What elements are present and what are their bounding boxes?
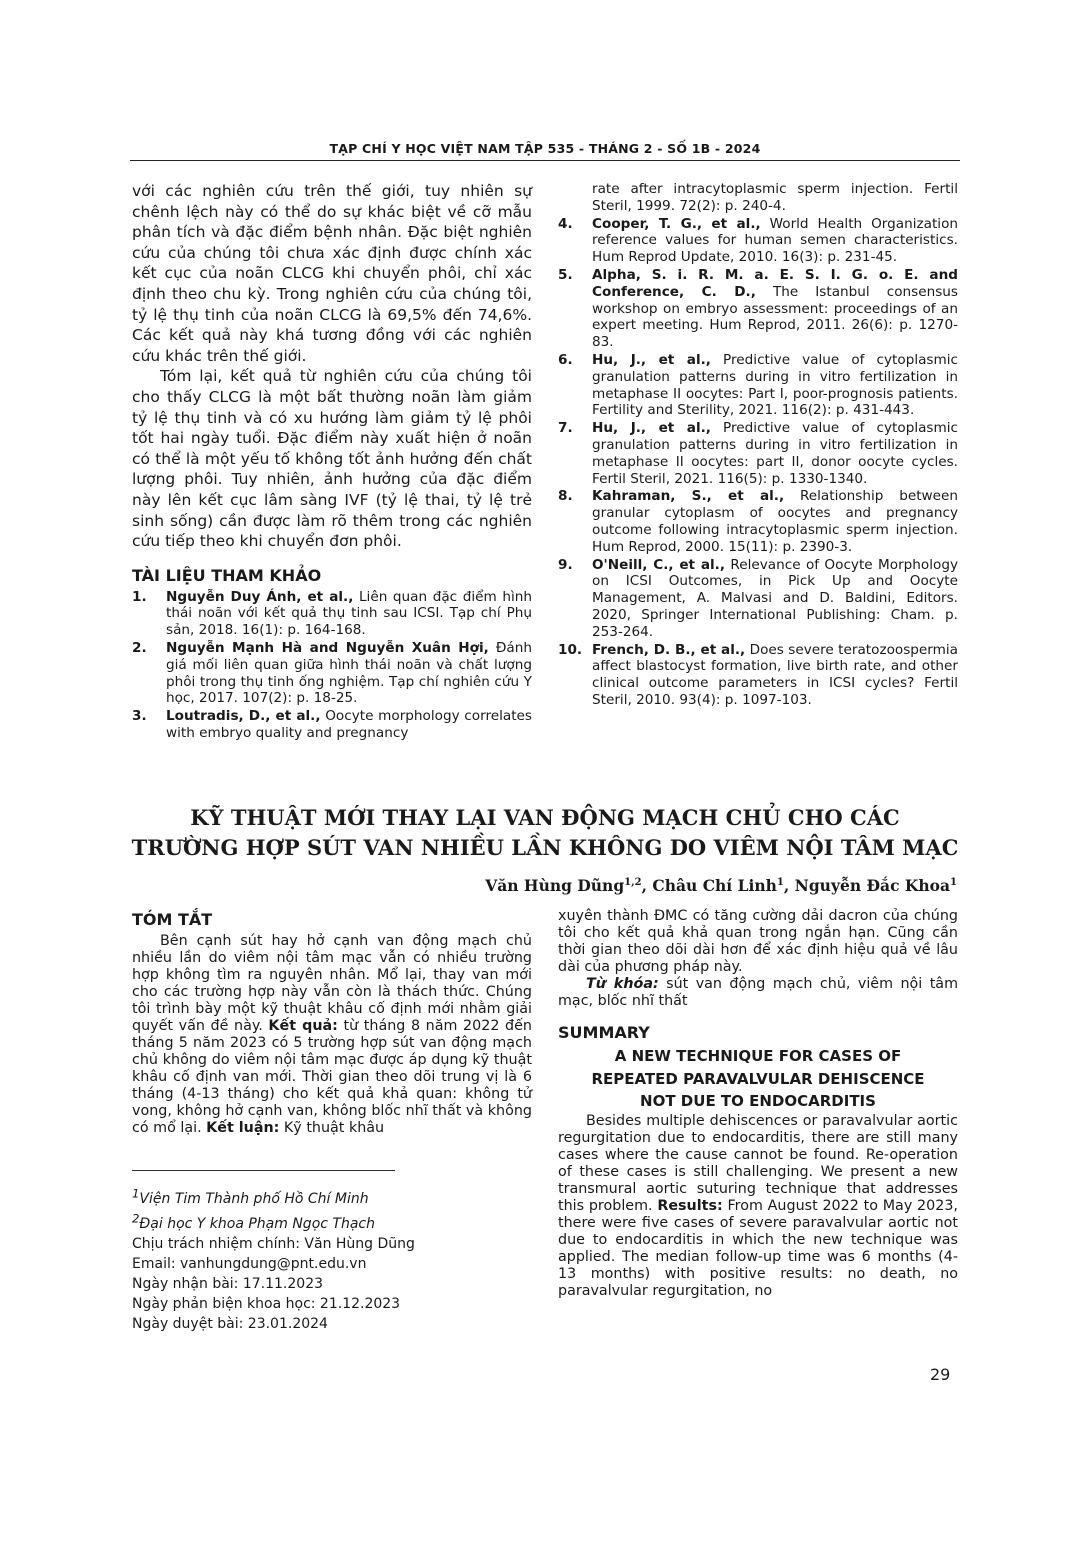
reference-authors: Nguyễn Mạnh Hà and Nguyễn Xuân Hợi, bbox=[166, 640, 489, 657]
reference-number: 7. bbox=[558, 420, 573, 437]
reference-authors: Hu, J., et al., bbox=[592, 420, 711, 437]
reference-text-part: Oocyte morphology correlates with embryo quality and pregnancy bbox=[166, 708, 532, 742]
footnote-rule bbox=[132, 1170, 395, 1171]
page-number: 29 bbox=[930, 1365, 951, 1384]
author-name: Châu Chí Linh bbox=[652, 876, 777, 895]
affiliation-1: $^1$Viện Tim Thành phố Hồ Chí Minh bbox=[132, 1186, 369, 1207]
reference-authors: Loutradis, D., et al., bbox=[166, 708, 321, 725]
reference-item bbox=[558, 420, 958, 487]
date-reviewed: Ngày phản biện khoa học: 21.12.2023 bbox=[132, 1296, 401, 1313]
results-label: Kết quả: bbox=[268, 1018, 338, 1034]
reference-item bbox=[132, 708, 532, 742]
article-title bbox=[100, 803, 990, 863]
summary-intro: Besides multiple dehiscences or paravalvular aortic regurgitation due to endocarditis, there are still many cases where the cause cannot be found. Re-operation of these cases is still challenging. We present a new transmural aortic suturing technique that addresses this problem. bbox=[558, 1112, 958, 1214]
reference-text: Đánh giá mối liên quan giữa hình thái noãn và chất lượng phôi trong thụ tinh ống nghiệm. Tạp chí nghiên cứu Y học, 2017. 107(2): p. 18-25. bbox=[166, 640, 532, 707]
reference-text: Predictive value of cytoplasmic granulation patterns during in vitro fertilization in metaphase II oocytes: Part I, poor-prognosis patients. Fertility and Sterility, 2021. 116(2): p. 431-443. bbox=[592, 351, 959, 419]
reference-text: World Health Organization reference values for human semen characteristics. Hum Reprod Update, 2010. 16(3): p. 231-45. bbox=[592, 215, 959, 266]
reference-authors: Cooper, T. G., et al., bbox=[592, 215, 761, 232]
author-separator: , bbox=[641, 876, 653, 895]
reference-number: 4. bbox=[558, 215, 573, 232]
body-paragraph-2: Tóm lại, kết quả từ nghiên cứu của chúng tôi cho thấy CLCG là một bất thường noãn làm giảm tỷ lệ thụ tinh và có xu hướng làm giảm tỷ lệ phôi tốt hai ngày tuổi. Đặc điểm này xuất hiện ở noãn có thể là một yếu tố không tốt ảnh hưởng đến chất lượng phôi. Tuy nhiên, ảnh hưởng của đặc điểm này lên kết cục lâm sàng IVF (tỷ lệ thai, tỷ lệ trẻ sinh sống) cần được làm rõ thêm trong các nghiên cứu tiếp theo khi chuyển đơn phôi. bbox=[132, 367, 532, 551]
reference-item bbox=[558, 216, 958, 266]
right-column-bottom bbox=[558, 908, 958, 1300]
reference-item bbox=[558, 488, 958, 555]
author-name: Nguyễn Đắc Khoa bbox=[794, 876, 951, 895]
author-name: Văn Hùng Dũng bbox=[485, 876, 625, 895]
abstract-text bbox=[132, 933, 532, 1137]
keywords-label: Từ khóa: bbox=[586, 976, 659, 992]
left-column-top bbox=[132, 181, 532, 743]
reference-authors: Kahraman, S., et al., bbox=[592, 488, 785, 505]
reference-item bbox=[558, 557, 958, 641]
abstract-intro: Bên cạnh sút hay hở cạnh van động mạch chủ nhiều lần do viêm nội tâm mạc vẫn có nhiều trường hợp không tìm ra nguyên nhân. Mổ lại, thay van mới cho các trường hợp này vẫn còn là thách thức. Chúng tôi trình bày một kỹ thuật khâu cố định mới nhằm giải quyết vấn đề này. bbox=[132, 933, 532, 1034]
reference-number: 8. bbox=[558, 488, 573, 505]
right-column-top bbox=[558, 181, 958, 710]
reference-continuation bbox=[558, 181, 958, 215]
affiliation-2: $^2$Đại học Y khoa Phạm Ngọc Thạch bbox=[132, 1211, 375, 1233]
reference-number: 1. bbox=[132, 588, 147, 605]
references-heading: TÀI LIỆU THAM KHẢO bbox=[132, 565, 322, 585]
reference-text: Predictive value of cytoplasmic granulation patterns during in vitro fertilization in metaphase II oocytes: part II, donor oocyte cycles. Fertil Steril, 2021. 116(5): p. 1330-1340. bbox=[592, 420, 959, 487]
reference-number: 2. bbox=[132, 640, 147, 657]
summary-title-line-2: REPEATED PARAVALVULAR DEHISCENCE bbox=[591, 1069, 925, 1088]
date-approved: Ngày duyệt bài: 23.01.2024 bbox=[132, 1316, 328, 1333]
author-affiliation: 1,2 bbox=[624, 876, 642, 888]
author-affiliation: 1 bbox=[776, 876, 784, 888]
corresponding-author: Chịu trách nhiệm chính: Văn Hùng Dũng bbox=[132, 1236, 415, 1253]
journal-header: TẠP CHÍ Y HỌC VIỆT NAM TẬP 535 - THÁNG 2 - SỐ 1B - 2024 bbox=[329, 141, 761, 156]
reference-authors: O'Neill, C., et al., bbox=[592, 556, 726, 573]
reference-text: The Istanbul consensus workshop on embryo assessment: proceedings of an expert meeting. Hum Reprod, 2011. 26(6): p. 1270-83. bbox=[592, 283, 958, 351]
reference-item bbox=[558, 642, 958, 709]
reference-authors: Alpha, S. i. R. M. a. E. S. I. G. o. E. and Conference, C. D., bbox=[592, 266, 958, 300]
header-rule bbox=[130, 160, 960, 161]
reference-text: Relationship between granular cytoplasm of oocytes and pregnancy outcome following intracytoplasmic sperm injection. Hum Reprod, 2000. 15(11): p. 2390-3. bbox=[592, 488, 959, 555]
body-paragraph-1: với các nghiên cứu trên thế giới, tuy nhiên sự chênh lệch này có thể do sự khác biệt về cỡ mẫu phân tích và đặc điểm bệnh nhân. Đặc biệt nghiên cứu của chúng tôi chưa xác định được chính xác kết cục của noãn CLCG khi chuyển phôi, chỉ xác định theo chu kỳ. Trong nghiên cứu của chúng tôi, tỷ lệ thụ tinh của noãn CLCG là 69,5% đến 74,6%. Các kết quả này khá tương đồng với các nghiên cứu khác trên thế giới. bbox=[132, 182, 532, 365]
reference-authors: Nguyễn Duy Ánh, et al., bbox=[166, 588, 354, 605]
article-title-line-1: KỸ THUẬT MỚI THAY LẠI VAN ĐỘNG MẠCH CHỦ CHO CÁC bbox=[190, 805, 900, 830]
reference-item bbox=[132, 589, 532, 639]
author-affiliation: 1 bbox=[950, 876, 957, 888]
reference-number: 5. bbox=[558, 266, 573, 283]
reference-text: Liên quan đặc điểm hình thái noãn với kết quả thụ tinh sau ICSI. Tạp chí Phụ sản, 2018. 16(1): p. 164-168. bbox=[166, 588, 532, 639]
reference-item bbox=[558, 267, 958, 351]
reference-item bbox=[558, 352, 958, 419]
abstract-conclusion-part: Kỹ thuật khâu bbox=[279, 1120, 385, 1136]
reference-text: Relevance of Oocyte Morphology on ICSI Outcomes, in Pick Up and Oocyte Management, A. Malvasi and D. Baldini, Editors. 2020, Springer International Publishing: Cham. p. 253-264. bbox=[592, 556, 958, 640]
abstract-vi bbox=[132, 910, 532, 1137]
abstract-heading: TÓM TẮT bbox=[132, 910, 213, 929]
keywords bbox=[558, 976, 958, 1010]
date-received: Ngày nhận bài: 17.11.2023 bbox=[132, 1276, 324, 1293]
summary-results: From August 2022 to May 2023, there were five cases of severe paravalvular aortic not due to endocarditis in which the new technique was applied. The median follow-up time was 6 months (4-13 months) with positive results: no death, no paravalvular regurgitation, no bbox=[558, 1197, 958, 1299]
footnotes bbox=[132, 1183, 532, 1334]
abstract-results: từ tháng 8 năm 2022 đến tháng 5 năm 2023 có 5 trường hợp sút van động mạch chủ không do viêm nội tâm mạc được áp dụng kỹ thuật khâu cố định van mới. Thời gian theo dõi trung vị là 6 tháng (4-13 tháng) cho kết quả khả quan: không tử vong, không hở cạnh van, không blốc nhĩ thất và không có mổ lại. bbox=[132, 1018, 532, 1136]
conclusion-label: Kết luận: bbox=[206, 1120, 280, 1136]
reference-text: Does severe teratozoospermia affect blastocyst formation, live birth rate, and other clinical outcome parameters in ICSI cycles? Fertil Steril, 2010. 93(4): p. 1097-103. bbox=[592, 641, 958, 708]
reference-item bbox=[132, 640, 532, 707]
article-title-line-2: TRƯỜNG HỢP SÚT VAN NHIỀU LẦN KHÔNG DO VIÊM NỘI TÂM MẠC bbox=[131, 835, 959, 860]
keywords-text: sút van động mạch chủ, viêm nội tâm mạc, blốc nhĩ thất bbox=[558, 976, 958, 1009]
reference-text-part: rate after intracytoplasmic sperm injection. Fertil Steril, 1999. 72(2): p. 240-4. bbox=[592, 181, 958, 214]
summary-title-line-3: NOT DUE TO ENDOCARDITIS bbox=[640, 1092, 876, 1110]
reference-authors: French, D. B., et al., bbox=[592, 641, 746, 658]
email: Email: vanhungdung@pnt.edu.vn bbox=[132, 1256, 367, 1273]
summary-heading: SUMMARY bbox=[558, 1023, 650, 1042]
abstract-conclusion-part: xuyên thành ĐMC có tăng cường dải dacron của chúng tôi cho kết quả khả quan trong ngắn hạn. Cũng cần thời gian theo dõi dài hơn để xác định hiệu quả về lâu dài của phương pháp này. bbox=[558, 908, 958, 975]
summary-text bbox=[558, 1113, 958, 1300]
reference-authors: Hu, J., et al., bbox=[592, 351, 711, 368]
reference-number: 10. bbox=[558, 641, 583, 658]
reference-number: 3. bbox=[132, 708, 147, 725]
article-authors bbox=[485, 876, 957, 895]
reference-number: 9. bbox=[558, 556, 573, 573]
reference-number: 6. bbox=[558, 351, 573, 368]
author-separator: , bbox=[783, 876, 795, 895]
summary-title-line-1: A NEW TECHNIQUE FOR CASES OF bbox=[614, 1047, 902, 1065]
summary-results-label: Results: bbox=[657, 1197, 723, 1214]
